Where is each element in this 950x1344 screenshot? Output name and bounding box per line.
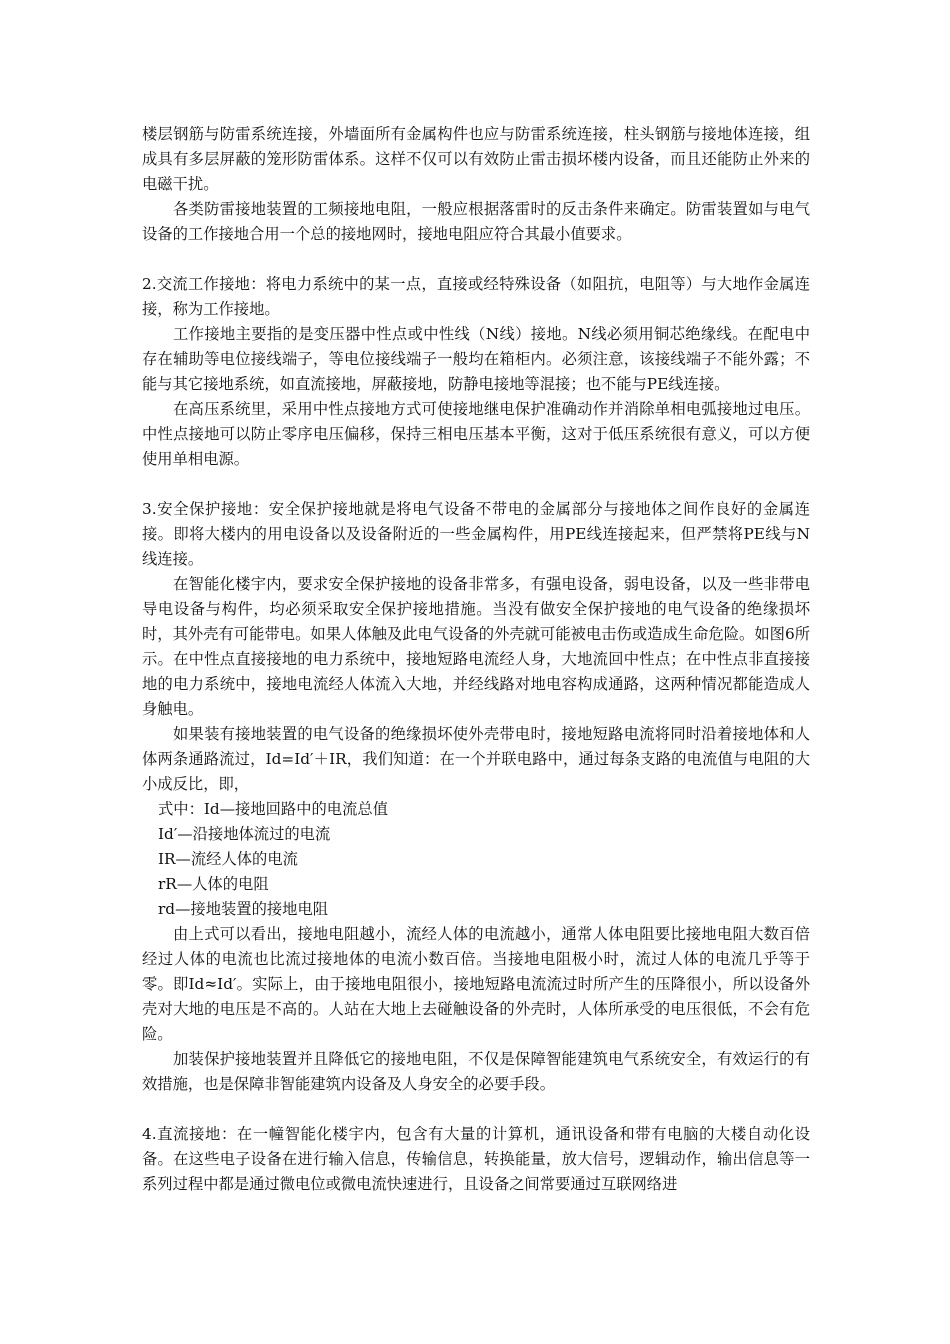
paragraph-gap — [142, 1097, 810, 1122]
definition-line: 式中：Id—接地回路中的电流总值 — [158, 800, 388, 818]
paragraph: 如果装有接地装置的电气设备的绝缘损坏使外壳带电时，接地短路电流将同时沿着接地体和人体两条通路流过，Id=Id′＋IR，我们知道：在一个并联电路中，通过每条支路的电流值与电阻的大小成反比，即， — [142, 725, 810, 793]
paragraph: 由上式可以看出，接地电阻越小，流经人体的电流越小，通常人体电阻要比接地电阻大数百倍经过人体的电流也比流过接地体的电流小数百倍。当接地电阻极小时，流过人体的电流几乎等于零。即Id≈Id′。实际上，由于接地电阻很小，接地短路电流流过时所产生的压降很小，所以设备外壳对大地的电压是不高的。人站在大地上去碰触设备的外壳时，人体所承受的电压很低，不会有危险。 — [142, 925, 810, 1043]
document-body — [142, 122, 810, 1197]
definition-line: rd—接地装置的接地电阻 — [158, 900, 329, 918]
definition-line: rR—人体的电阻 — [158, 875, 269, 893]
paragraph: 工作接地主要指的是变压器中性点或中性线（N线）接地。N线必须用铜芯绝缘线。在配电中存在辅助等电位接线端子，等电位接线端子一般均在箱柜内。必须注意，该接线端子不能外露；不能与其它接地系统，如直流接地，屏蔽接地，防静电接地等混接；也不能与PE线连接。 — [142, 325, 810, 393]
paragraph: 楼层钢筋与防雷系统连接，外墙面所有金属构件也应与防雷系统连接，柱头钢筋与接地体连接，组成具有多层屏蔽的笼形防雷体系。这样不仅可以有效防止雷击损坏楼内设备，而且还能防止外来的电磁干扰。 — [142, 125, 810, 193]
paragraph: 各类防雷接地装置的工频接地电阻，一般应根据落雷时的反击条件来确定。防雷装置如与电气设备的工作接地合用一个总的接地网时，接地电阻应符合其最小值要求。 — [142, 200, 810, 243]
definition-line: Id′—沿接地体流过的电流 — [158, 825, 331, 843]
paragraph: 在高压系统里，采用中性点接地方式可使接地继电保护准确动作并消除单相电弧接地过电压。中性点接地可以防止零序电压偏移，保持三相电压基本平衡，这对于低压系统很有意义，可以方便使用单相电源。 — [142, 400, 810, 468]
paragraph: 加装保护接地装置并且降低它的接地电阻，不仅是保障智能建筑电气系统安全，有效运行的有效措施，也是保障非智能建筑内设备及人身安全的必要手段。 — [142, 1050, 810, 1093]
paragraph: 在智能化楼宇内，要求安全保护接地的设备非常多，有强电设备，弱电设备，以及一些非带电导电设备与构件，均必须采取安全保护接地措施。当没有做安全保护接地的电气设备的绝缘损坏时，其外壳有可能带电。如果人体触及此电气设备的外壳就可能被电击伤或造成生命危险。如图6所示。在中性点直接接地的电力系统中，接地短路电流经人身，大地流回中性点；在中性点非直接接地的电力系统中，接地电流经人体流入大地，并经线路对地电容构成通路，这两种情况都能造成人身触电。 — [142, 575, 810, 718]
paragraph-gap — [142, 247, 810, 272]
definition-line: IR—流经人体的电流 — [158, 850, 298, 868]
section-4-intro: 4.直流接地：在一幢智能化楼宇内，包含有大量的计算机，通讯设备和带有电脑的大楼自动化设备。在这些电子设备在进行输入信息，传输信息，转换能量，放大信号，逻辑动作，输出信息等一系列过程中都是通过微电位或微电流快速进行，且设备之间常要通过互联网络进 — [142, 1125, 810, 1193]
section-3-intro: 3.安全保护接地：安全保护接地就是将电气设备不带电的金属部分与接地体之间作良好的金属连接。即将大楼内的用电设备以及设备附近的一些金属构件，用PE线连接起来，但严禁将PE线与N线连接。 — [142, 500, 810, 568]
section-2-intro: 2.交流工作接地：将电力系统中的某一点，直接或经特殊设备（如阻抗，电阻等）与大地作金属连接，称为工作接地。 — [142, 275, 810, 318]
paragraph-gap — [142, 472, 810, 497]
